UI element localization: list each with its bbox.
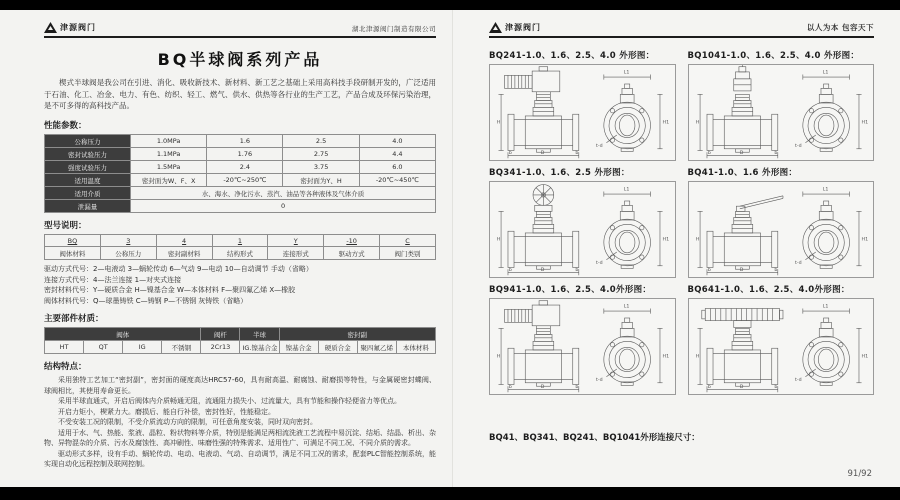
figure-bq41 xyxy=(688,161,875,278)
svg-text:b: b xyxy=(707,150,711,156)
svg-text:L1: L1 xyxy=(822,304,828,310)
figure-drawing-box xyxy=(489,298,676,395)
performance-table xyxy=(44,134,436,213)
svg-text:t-d: t-d xyxy=(794,144,802,150)
feature-paragraph: 采用独特工艺加工“密封副”，密封面的硬度高达HRC57-60，具有耐高温、耐腐蚀、耐磨损等特性，与金属硬密封蝶阀、球阀相比，其使用寿命更长。 xyxy=(44,376,436,395)
cell: 0 xyxy=(131,200,436,213)
svg-text:H1: H1 xyxy=(662,237,670,243)
svg-text:H1: H1 xyxy=(861,354,868,360)
svg-text:H: H xyxy=(496,237,501,243)
connection-dimensions-title: BQ41、BQ341、BQ241、BQ1041外形连接尺寸： xyxy=(489,433,700,443)
note-line: 连接方式代号：4—法兰连接 1—对夹式连接 xyxy=(44,275,182,284)
table-row xyxy=(45,135,436,148)
svg-text:H1: H1 xyxy=(662,120,670,126)
cell: 1.5MPa xyxy=(131,161,207,174)
feature-paragraph: 驱动形式多样，设有手动、蜗轮传动、电动、电液动、气动、自动调节，满足不同工况的需求，配套PLC智能控制系统，能实现自动化远程控制及联网控制。 xyxy=(44,449,436,469)
table-row xyxy=(45,247,436,260)
brand-name: 津源阀门 xyxy=(60,23,96,32)
valve-outline-drawing xyxy=(490,299,675,394)
figure-title: BQ941-1.0、1.6、2.5、4.0外形图： xyxy=(489,285,652,295)
brand-logo xyxy=(489,22,541,33)
mountain-logo-icon xyxy=(44,22,57,33)
cell: 聚四氟乙烯 xyxy=(357,341,396,354)
model-code: -10 xyxy=(324,235,380,247)
figure-bq941 xyxy=(489,278,676,395)
svg-text:b: b xyxy=(707,384,711,390)
feature-paragraph: 不受安装工况的限制，不受介质流动方向的限制，可任意角度安装，同时双向密封。 xyxy=(58,418,317,427)
cell: 密封面为Y、H xyxy=(283,174,359,187)
note-line: 密封材料代号：Y—硬质合金 H—镍基合金 W—本体材料 F—聚四氟乙烯 X—橡胶 xyxy=(44,286,296,295)
table-row xyxy=(45,148,436,161)
cell: 硬质合金 xyxy=(318,341,357,354)
svg-text:t-d: t-d xyxy=(596,261,603,267)
svg-text:b: b xyxy=(508,384,512,390)
svg-text:b: b xyxy=(508,150,512,156)
cell: 4.0 xyxy=(359,135,435,148)
model-label: 结构形式 xyxy=(212,247,268,260)
row-label: 强度试验压力 xyxy=(45,161,131,174)
cell: 不锈钢 xyxy=(162,341,201,354)
svg-text:b: b xyxy=(707,267,711,273)
cell: IG.镍基合金 xyxy=(240,341,279,354)
col-header: 半球 xyxy=(240,328,279,341)
svg-text:H: H xyxy=(496,354,501,360)
svg-text:H1: H1 xyxy=(861,237,868,243)
brand-name: 津源阀门 xyxy=(505,23,541,32)
model-code: Y xyxy=(268,235,324,247)
svg-text:b: b xyxy=(575,384,579,390)
svg-text:b: b xyxy=(773,150,777,156)
figure-drawing-box xyxy=(688,64,875,161)
svg-text:b: b xyxy=(575,150,579,156)
svg-text:b: b xyxy=(773,384,777,390)
cell: 密封面为W、F、X xyxy=(131,174,207,187)
cell: 6.0 xyxy=(359,161,435,174)
cell: 1.6 xyxy=(207,135,283,148)
svg-text:b: b xyxy=(773,267,777,273)
model-label: 阀体材料 xyxy=(45,247,101,260)
valve-outline-drawing xyxy=(490,65,675,160)
valve-outline-drawing xyxy=(490,182,675,277)
figure-title: BQ1041-1.0、1.6、2.5、4.0 外形图： xyxy=(687,51,860,61)
svg-text:L1: L1 xyxy=(623,187,630,193)
page-left xyxy=(0,10,452,487)
figure-grid xyxy=(489,44,874,395)
cell: 2.4 xyxy=(207,161,283,174)
svg-text:t-d: t-d xyxy=(596,378,603,384)
cell: HT xyxy=(45,341,84,354)
cell: 1.0MPa xyxy=(131,135,207,148)
svg-text:H: H xyxy=(496,120,501,126)
model-code: 4 xyxy=(156,235,212,247)
model-label: 公称压力 xyxy=(100,247,156,260)
page-right xyxy=(452,10,900,487)
model-code: C xyxy=(380,235,436,247)
figure-drawing-box xyxy=(489,64,676,161)
cell: 本体材料 xyxy=(396,341,435,354)
row-label: 泄漏量 xyxy=(45,200,131,213)
table-row xyxy=(45,174,436,187)
table-row xyxy=(45,235,436,247)
model-label: 密封副材料 xyxy=(156,247,212,260)
svg-text:D: D xyxy=(540,150,545,156)
performance-section-label: 性能参数： xyxy=(44,121,87,132)
model-code: 1 xyxy=(212,235,268,247)
cell: -20℃~450℃ xyxy=(359,174,435,187)
model-code-notes xyxy=(44,264,436,306)
figure-bq341 xyxy=(489,161,676,278)
col-header: 密封副 xyxy=(279,328,435,341)
company-motto: 以人为本 包容天下 xyxy=(806,23,874,32)
cell: 1.1MPa xyxy=(131,148,207,161)
brand-logo xyxy=(44,22,96,33)
model-label: 连接形式 xyxy=(268,247,324,260)
figure-title: BQ241-1.0、1.6、2.5、4.0 外形图： xyxy=(489,51,655,61)
svg-text:H: H xyxy=(695,120,699,126)
cell: 水、海水、净化污水、蒸汽、油品等各种液体及气体介质 xyxy=(131,187,436,200)
figure-title: BQ341-1.0、1.6、2.5 外形图： xyxy=(489,168,630,178)
svg-text:L1: L1 xyxy=(623,304,630,310)
feature-paragraph: 开启力矩小，楔紧力大。磨损后、能自行补偿，密封性好，性能稳定。 xyxy=(58,407,275,416)
col-header: 阀杆 xyxy=(201,328,240,341)
cell: -20℃~250℃ xyxy=(207,174,283,187)
svg-text:D: D xyxy=(739,150,743,156)
svg-text:D: D xyxy=(739,384,743,390)
svg-text:H: H xyxy=(695,354,699,360)
page-right-header xyxy=(489,22,874,38)
table-row xyxy=(45,341,436,354)
svg-text:H1: H1 xyxy=(861,120,868,126)
table-row xyxy=(45,161,436,174)
figure-bq241 xyxy=(489,44,676,161)
figure-title: BQ41-1.0、1.6 外形图： xyxy=(687,168,798,178)
valve-outline-drawing xyxy=(689,65,874,160)
cell: 镍基合金 xyxy=(279,341,318,354)
table-row xyxy=(45,200,436,213)
table-row xyxy=(45,187,436,200)
table-row xyxy=(45,328,436,341)
figure-drawing-box xyxy=(688,181,875,278)
svg-text:L1: L1 xyxy=(822,70,828,76)
valve-outline-drawing xyxy=(689,182,874,277)
svg-text:D: D xyxy=(739,267,743,273)
figure-drawing-box xyxy=(688,298,875,395)
model-code-table xyxy=(44,234,436,260)
page-number: 91/92 xyxy=(847,469,872,479)
figure-bq641 xyxy=(688,278,875,395)
features-text xyxy=(44,375,436,470)
company-name: 湖北津源阀门制造有限公司 xyxy=(352,25,436,33)
row-label: 适用介质 xyxy=(45,187,131,200)
cell: 2.5 xyxy=(283,135,359,148)
note-line: 驱动方式代号：2—电液动 3—蜗轮传动 6—气动 9—电动 10—自动调节 手动（省略） xyxy=(44,265,313,274)
cell: 3.75 xyxy=(283,161,359,174)
model-label: 阀门类别 xyxy=(380,247,436,260)
svg-text:D: D xyxy=(540,384,545,390)
row-label: 适用温度 xyxy=(45,174,131,187)
feature-paragraph: 适用于水、气、热能、浆液、晶粒、粉状物料等介质，特别是能满足两相流洗液工艺流程中易沉淀、结垢、结晶、析出、杂物、异物混杂的介质、污水及腐蚀性、高冲刷性、味磨性强的特殊需求、适用性广、可满足不同工况、不同介质的需求。 xyxy=(44,428,436,448)
intro-paragraph: 楔式半球阀是我公司在引进、消化、吸收新技术、新材料、新工艺之基础上采用高科技手段研制开发的，广泛适用于石油、化工、冶金、电力、有色、纺织、轻工、燃气、供水、供热等各行业的生产工艺，产品合成及环保污染治理，是不可多得的高科技产品。 xyxy=(44,78,436,111)
model-code: 3 xyxy=(100,235,156,247)
features-section-label: 结构特点： xyxy=(44,362,87,373)
page-title: BQ半球阀系列产品 xyxy=(157,50,323,69)
svg-text:t-d: t-d xyxy=(596,144,603,150)
svg-text:L1: L1 xyxy=(623,70,630,76)
col-header: 阀体 xyxy=(45,328,201,341)
svg-text:L1: L1 xyxy=(822,187,828,193)
note-line: 阀体材料代号：Q—球墨铸铁 C—铸钢 P—不锈钢 灰铸铁（省略） xyxy=(44,296,248,305)
catalog-paper xyxy=(0,10,900,487)
mountain-logo-icon xyxy=(489,22,502,33)
figure-bq1041 xyxy=(688,44,875,161)
materials-section-label: 主要部件材质： xyxy=(44,314,104,325)
figure-title: BQ641-1.0、1.6、2.5、4.0外形图： xyxy=(687,285,850,295)
svg-text:H1: H1 xyxy=(662,354,670,360)
svg-text:b: b xyxy=(508,267,512,273)
model-code: BQ xyxy=(45,235,101,247)
svg-text:t-d: t-d xyxy=(794,378,802,384)
svg-text:b: b xyxy=(575,267,579,273)
svg-text:H: H xyxy=(695,237,699,243)
cell: 2.75 xyxy=(283,148,359,161)
materials-table xyxy=(44,327,436,354)
cell: 2Cr13 xyxy=(201,341,240,354)
svg-text:t-d: t-d xyxy=(794,261,802,267)
feature-paragraph: 采用半球直通式，开启后阀体内介质畅通无阻，流通阻力损失小、过流量大，具有节能和操作轻便省力等优点。 xyxy=(58,397,401,406)
page-left-header xyxy=(44,22,436,38)
model-label: 驱动方式 xyxy=(324,247,380,260)
cell: 1.76 xyxy=(207,148,283,161)
row-label: 公称压力 xyxy=(45,135,131,148)
model-section-label: 型号说明： xyxy=(44,221,87,232)
cell: 4.4 xyxy=(359,148,435,161)
svg-text:D: D xyxy=(540,267,545,273)
row-label: 密封试验压力 xyxy=(45,148,131,161)
valve-outline-drawing xyxy=(689,299,874,394)
figure-drawing-box xyxy=(489,181,676,278)
cell: IG xyxy=(123,341,162,354)
cell: QT xyxy=(84,341,123,354)
